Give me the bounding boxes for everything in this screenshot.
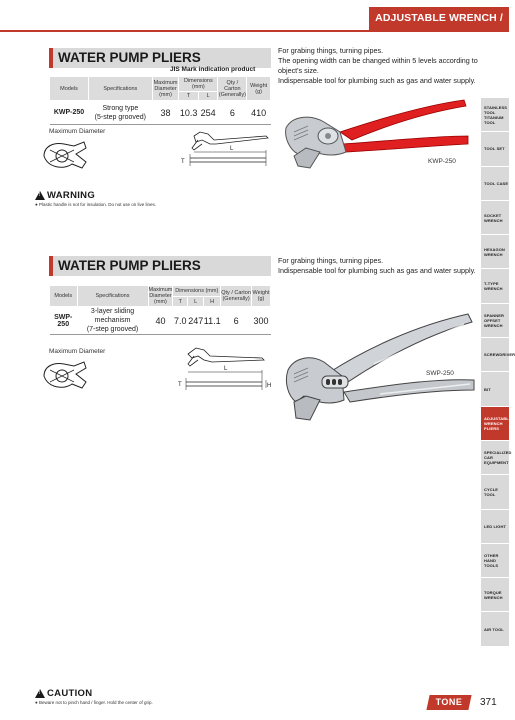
- kwp-dim-t-label: T: [181, 159, 185, 165]
- spec-line-1: 3-layer sliding mechanism: [90, 308, 135, 324]
- logo-text: TONE: [435, 697, 463, 707]
- sidebar-label-line: CAR EQUIPMENT: [484, 455, 509, 466]
- sidebar-label-line: WRENCH: [484, 594, 503, 600]
- desc-line: For grabing things, turning pipes.: [278, 256, 384, 265]
- t-cell: 7.0: [173, 307, 188, 335]
- warning-text: ● Plastic handle is not for insulation. Do not use on live lines.: [35, 202, 157, 207]
- sidebar-label-line: WRENCH: [484, 286, 503, 292]
- swp-section-title: WATER PUMP PLIERS: [49, 256, 271, 276]
- sidebar-item-label: [484, 105, 509, 125]
- kwp-dimension-drawing: [180, 128, 272, 170]
- sidebar-label-line: HEXAGON: [484, 246, 505, 252]
- l-cell: 254: [198, 101, 218, 125]
- caution-icon: [35, 689, 45, 698]
- sidebar-item[interactable]: [481, 475, 509, 509]
- desc-line: Indispensable tool for plumbing such as gas and water supply.: [278, 76, 476, 85]
- caution-block: [35, 688, 153, 705]
- model-cell: SWP-250: [50, 307, 78, 335]
- col-qty: Qty / Carton (Generally): [221, 286, 252, 307]
- sidebar-label-line: LED LIGHT: [484, 523, 507, 529]
- sidebar-label-line: WRENCH: [484, 217, 503, 223]
- sidebar-item[interactable]: [481, 510, 509, 544]
- sidebar-label-line: WRENCH: [484, 420, 503, 426]
- col-models: Models: [50, 286, 78, 307]
- swp-max-diameter-diagram: [40, 358, 88, 392]
- col-t: T: [179, 92, 199, 101]
- sidebar-item[interactable]: [481, 338, 515, 372]
- col-max-diameter: Maximum Diameter (mm): [148, 287, 173, 305]
- caution-text: ● Beware not to pinch hand / finger. Hold the center of grip.: [35, 700, 153, 705]
- col-weight: Weight (g): [247, 77, 271, 101]
- swp-photo-label: SWP-250: [426, 370, 454, 377]
- warning-icon: [35, 191, 45, 200]
- sidebar-label-line: CYCLE TOOL: [484, 486, 499, 497]
- weight-cell: 300: [252, 307, 271, 335]
- sidebar-item[interactable]: [481, 544, 509, 578]
- sidebar-item[interactable]: [481, 372, 509, 406]
- sidebar-label-line: TITANIUM TOOL: [484, 114, 504, 125]
- swp-description: [278, 256, 476, 276]
- sidebar-item-label: [484, 590, 503, 600]
- spec-cell: [89, 101, 153, 125]
- col-l: L: [198, 92, 218, 101]
- col-qty: Qty / Carton (Generally): [218, 77, 247, 101]
- kwp-max-diameter-diagram: [40, 138, 88, 172]
- spec-line-2: (7-step grooved): [86, 326, 139, 333]
- col-dimensions: Dimensions (mm): [173, 286, 221, 297]
- kwp-maxdia-label: Maximum Diameter: [49, 128, 106, 135]
- desc-line: Indispensable tool for plumbing such as gas and water supply.: [278, 266, 476, 275]
- sidebar-item-label: [484, 487, 509, 497]
- top-header-bar: [0, 0, 509, 47]
- sidebar-item-label: [484, 313, 509, 328]
- t-cell: 10.3: [179, 101, 199, 125]
- swp-dimension-drawing: [178, 344, 272, 394]
- sidebar-label-line: STAINLESS TOOL: [484, 104, 508, 115]
- sidebar-item[interactable]: [481, 132, 509, 166]
- swp-maxdia-label: Maximum Diameter: [49, 348, 106, 355]
- col-l: L: [188, 297, 204, 307]
- model-cell: KWP-250: [50, 101, 89, 125]
- sidebar-item-label: [484, 213, 503, 223]
- sidebar-label-line: T-TYPE: [484, 281, 499, 287]
- col-t: T: [173, 297, 188, 307]
- sidebar-item-label: [484, 181, 508, 186]
- kwp-spec-table: [49, 76, 271, 125]
- sidebar-label-line: TORQUE: [484, 589, 502, 595]
- col-specifications: Specifications: [89, 77, 153, 101]
- sidebar-label-line: AIR TOOL: [484, 626, 504, 632]
- sidebar-item-label: [484, 450, 512, 465]
- sidebar-label-line: TOOLS: [484, 563, 499, 568]
- kwp-photo-label: KWP-250: [428, 158, 456, 165]
- swp-dim-h-label: H: [267, 383, 272, 389]
- category-sidebar: [481, 98, 515, 647]
- sidebar-item[interactable]: [481, 304, 509, 338]
- warning-title-text: WARNING: [47, 190, 96, 201]
- desc-line: object's size.: [278, 66, 319, 75]
- sidebar-item[interactable]: [481, 167, 509, 201]
- sidebar-item[interactable]: [481, 612, 509, 646]
- warning-block: [35, 190, 156, 207]
- category-tab: ADJUSTABLE WRENCH / PLIERS: [369, 7, 509, 30]
- col-specifications: Specifications: [77, 286, 148, 307]
- maxdia-cell: 40: [148, 307, 173, 335]
- page-number: 371: [480, 697, 497, 708]
- sidebar-item[interactable]: [481, 578, 509, 612]
- swp-dim-l-label: L: [224, 366, 228, 372]
- sidebar-item-label: [484, 352, 515, 357]
- sidebar-label-line: SPECIALIZED: [484, 450, 512, 456]
- sidebar-item[interactable]: [481, 235, 509, 269]
- caution-title-text: CAUTION: [47, 688, 93, 699]
- warning-title: [35, 190, 156, 201]
- col-models: Models: [50, 77, 89, 101]
- qty-cell: 6: [218, 101, 247, 125]
- sidebar-item-label: [484, 387, 491, 392]
- kwp-description: [278, 46, 478, 86]
- h-cell: 11.1: [204, 307, 221, 335]
- col-weight: Weight (g): [252, 286, 271, 307]
- kwp-section-title: WATER PUMP PLIERS: [49, 48, 271, 68]
- kwp-dim-l-label: L: [230, 146, 234, 152]
- sidebar-label-line: SCREWDRIVER: [484, 352, 515, 358]
- sidebar-item-label: [484, 146, 505, 151]
- sidebar-item[interactable]: [481, 269, 509, 303]
- sidebar-item-label: [484, 247, 505, 257]
- kwp-product-photo: [280, 92, 472, 188]
- desc-line: For grabing things, turning pipes.: [278, 46, 384, 55]
- sidebar-label-line: OTHER HAND: [484, 553, 499, 563]
- swp-spec-table: [49, 285, 271, 335]
- sidebar-label-line: BIT: [484, 386, 491, 392]
- col-max-diameter: Maximum Diameter (mm): [152, 77, 179, 101]
- maxdia-cell: 38: [152, 101, 179, 125]
- sidebar-label-line: OFFSET WRENCH: [484, 317, 503, 328]
- l-cell: 247: [188, 307, 204, 335]
- qty-cell: 6: [221, 307, 252, 335]
- weight-cell: 410: [247, 101, 271, 125]
- sidebar-item[interactable]: [481, 98, 509, 132]
- caution-title: [35, 688, 153, 699]
- col-dimensions: Dimensions (mm): [179, 77, 218, 92]
- sidebar-item-label: [484, 553, 509, 568]
- table-row: [50, 307, 271, 335]
- sidebar-item-label: [484, 416, 512, 431]
- sidebar-item[interactable]: [481, 407, 512, 441]
- desc-line: The opening width can be changed within 5 levels according to: [278, 56, 478, 65]
- sidebar-label-line: SOCKET: [484, 212, 502, 218]
- spec-cell: [77, 307, 148, 335]
- table-row: [50, 101, 271, 125]
- sidebar-item[interactable]: [481, 441, 512, 475]
- spec-line-1: Strong type: [102, 104, 139, 112]
- swp-dim-t-label: T: [178, 382, 182, 388]
- sidebar-item[interactable]: [481, 201, 509, 235]
- sidebar-label-line: PLIERS: [484, 425, 500, 431]
- tone-logo: [426, 695, 471, 710]
- sidebar-label-line: TOOL CASE: [484, 180, 509, 186]
- sidebar-item-label: [484, 281, 503, 291]
- sidebar-label-line: ADJUSTABLE: [484, 415, 512, 421]
- jis-mark-note: JIS Mark indication product: [170, 66, 256, 73]
- sidebar-item-label: [484, 627, 504, 632]
- sidebar-item-label: [484, 524, 506, 529]
- sidebar-label-line: SPANNER: [484, 312, 504, 318]
- sidebar-label-line: WRENCH: [484, 251, 503, 257]
- col-h: H: [204, 297, 221, 307]
- spec-line-2: (5-step grooved): [94, 113, 147, 121]
- sidebar-label-line: TOOL SET: [484, 146, 505, 152]
